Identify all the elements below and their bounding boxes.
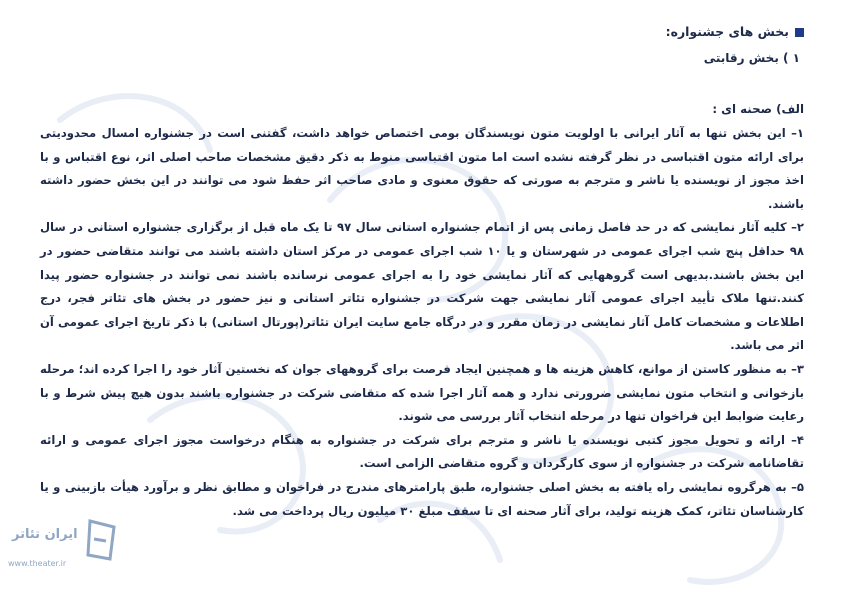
part-title: الف) صحنه ای : [712,102,804,116]
section-heading [40,22,804,42]
document-body [40,22,804,523]
logo-url: www.theater.ir [8,559,67,568]
subsection-title: ۱ ) بخش رقابتی [703,51,800,65]
section-title: بخش های جشنواره: [665,24,789,39]
logo-name: ایران تئاتر [12,527,78,542]
paragraph-2: ۲– کلیه آثار نمایشی که در حد فاصل زمانی پس از اتمام جشنواره استانی سال ۹۷ تا یک ماه قبل از برگزاری جشنواره استانی در سال ۹۸ حداقل پنج شب اجرای عمومی در شهرستان و یا ۱۰ شب اجرای عمومی در مرکز استان داشته باشند می توانند متقاضی حضور در این بخش باشند.بدیهی است گروههایی که آثار نمایشی خود را به اجرای عمومی نرسانده باشند نمی توانند در جشنواره حضور پیدا کنند.تنها ملاک تأیید اجرای عمومی آثار نمایشی جهت شرکت در جشنواره تئاتر استانی و نیز حضور در بخش های تئاتر فجر، درج اطلاعات و مشخصات کامل آثار نمایشی در زمان مقرر و در درگاه جامع سایت ایران تئاتر(پورتال استانی) با ذکر تاریخ اجرای عمومی آن اثر می باشد. [40,220,804,353]
paragraph-1: ۱– این بخش تنها به آثار ایرانی با اولویت متون نویسندگان بومی اختصاص خواهد داشت، گفتنی است در جشنواره امسال محدودیتی برای ارائه متون اقتباسی در نظر گرفته نشده است اما متون اقتباسی منوط به ذکر دقیق مشخصات صاحب اصلی اثر، نوع اقتباس و با اخذ مجوز از نویسنده یا ناشر و مترجم به صورتی که حقوق معنوی و مادی صاحب اثر حفظ شود می توانند در این بخش حضور داشته باشند. [40,126,804,211]
site-logo [2,515,120,595]
paragraph-3: ۳– به منظور کاستن از موانع، کاهش هزینه ها و همچنین ایجاد فرصت برای گروههای جوان که نخستین آثار خود را اجرا کرده اند؛ مرحله بازخوانی و انتخاب متون نمایشی ضرورتی ندارد و همه آثار اجرا شده که متقاضی شرکت در جشنواره باشند بدون هیچ پیش شرط و با رعایت ضوابط این فراخوان تنها در مرحله انتخاب آثار بررسی می شوند. [40,361,804,424]
paragraph-5: ۵– به هرگروه نمایشی راه یافته به بخش اصلی جشنواره، طبق پارامترهای مندرج در فراخوان و مطابق نظر و برآورد هیأت بازبینی و یا کارشناسان تئاتر، کمک هزینه تولید، برای آثار صحنه ای تا سقف مبلغ ۳۰ میلیون ریال پرداخت می شد. [40,479,804,518]
paragraph-4: ۴– ارائه و تحویل مجوز کتبی نویسنده یا ناشر و مترجم برای شرکت در جشنواره به هنگام درخواست مجوز اجرای عمومی و ارائه تقاضانامه شرکت در جشنواره از سوی کارگردان و گروه متقاضی الزامی است. [40,432,804,471]
bullet-square-icon [795,28,804,37]
